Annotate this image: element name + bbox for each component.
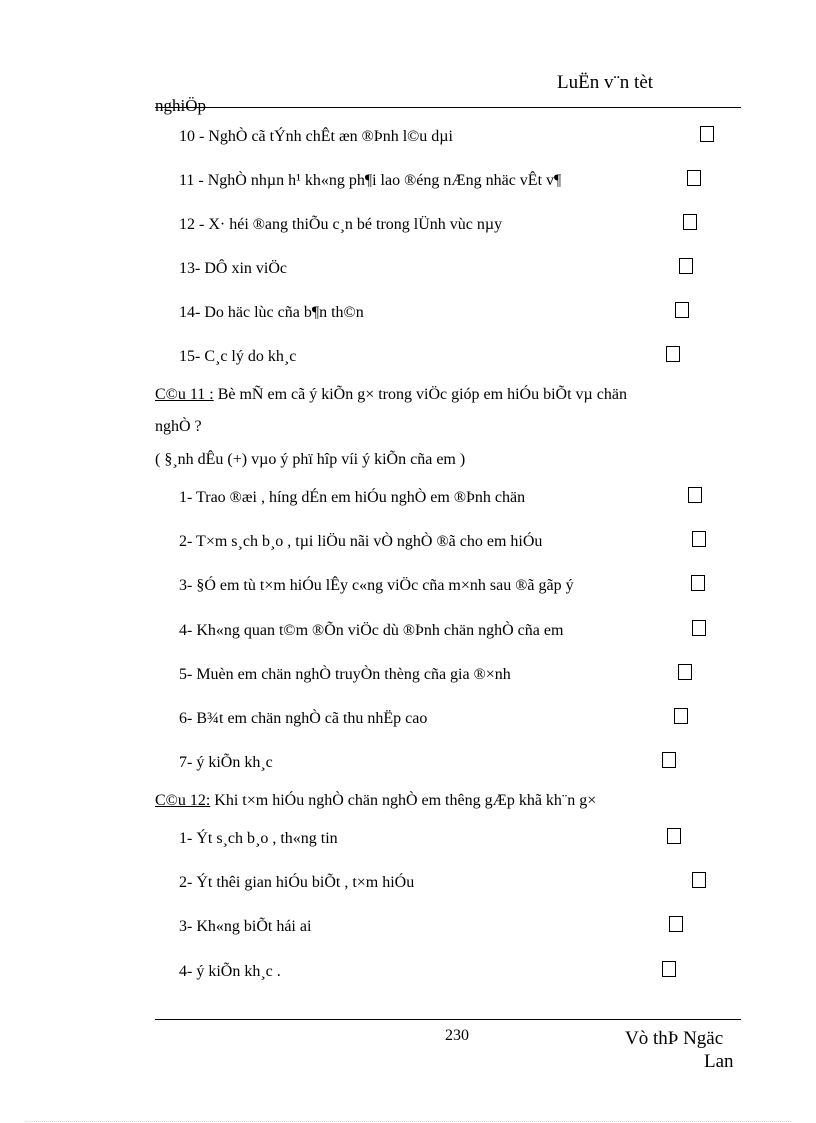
checkbox[interactable] <box>667 828 681 844</box>
question-label: C©u 12: <box>155 792 211 809</box>
list-item: 14- Do häc lùc cña b¶n th©n <box>179 304 364 321</box>
checkbox[interactable] <box>687 170 701 186</box>
list-item: 5- Muèn em chän nghÒ truyÒn thèng cña gia ®×nh <box>179 666 511 683</box>
checkbox[interactable] <box>669 916 683 932</box>
question-12 <box>155 792 596 810</box>
checkbox[interactable] <box>662 961 676 977</box>
running-header-continuation: nghiÖp <box>155 96 206 115</box>
footer-rule <box>155 1019 741 1020</box>
checkbox[interactable] <box>688 487 702 503</box>
running-header-title: LuËn v¨n tèt <box>557 72 654 93</box>
checkbox[interactable] <box>692 620 706 636</box>
checkbox[interactable] <box>666 346 680 362</box>
list-item: 2- T×m s¸ch b¸o , tµi liÖu nãi vÒ nghÒ ®ã cho em hiÓu <box>179 533 543 550</box>
question-text: Bè mÑ em cã ý kiÕn g× trong viÖc gióp em hiÓu biÕt vµ chän <box>213 386 627 403</box>
footer-author-line2: Lan <box>704 1051 734 1072</box>
checkbox[interactable] <box>679 258 693 274</box>
footer-author-line1: Vò thÞ Ngäc <box>625 1028 724 1049</box>
checkbox[interactable] <box>691 575 705 591</box>
checkbox[interactable] <box>675 302 689 318</box>
list-item: 3- §Ó em tù t×m hiÓu lÊy c«ng viÖc cña m×nh sau ®ã gãp ý <box>179 577 574 594</box>
list-item: 4- Kh«ng quan t©m ®Õn viÖc dù ®Þnh chän nghÒ cña em <box>179 622 564 639</box>
list-item: 1- Ýt s¸ch b¸o , th«ng tin <box>179 830 338 847</box>
checkbox[interactable] <box>678 664 692 680</box>
question-text: Khi t×m hiÓu nghÒ chän nghÒ em thêng gÆp khã kh¨n g× <box>210 792 597 809</box>
list-item: 12 - X· héi ®ang thiÕu c¸n bé trong lÜnh vùc nµy <box>179 216 503 233</box>
list-item: 1- Trao ®æi , híng dÉn em hiÓu nghÒ em ®Þnh chän <box>179 489 526 506</box>
checkbox[interactable] <box>662 752 676 768</box>
checkbox[interactable] <box>692 872 706 888</box>
question-label: C©u 11 : <box>155 386 214 403</box>
list-item: 2- Ýt thêi gian hiÓu biÕt , t×m hiÓu <box>179 874 415 891</box>
checkbox[interactable] <box>683 214 697 230</box>
list-item: 7- ý kiÕn kh¸c <box>179 754 273 771</box>
question-11 <box>155 386 627 404</box>
list-item: 15- C¸c lý do kh¸c <box>179 348 297 365</box>
list-item: 3- Kh«ng biÕt hái ai <box>179 918 312 935</box>
checkbox[interactable] <box>692 531 706 547</box>
page-number: 230 <box>445 1027 469 1044</box>
list-item: 13- DÔ xin viÖc <box>179 260 287 277</box>
page-edge-dotted-line <box>25 1121 791 1122</box>
list-item: 6- B¾t em chän nghÒ cã thu nhËp cao <box>179 710 428 727</box>
list-item: 4- ý kiÕn kh¸c . <box>179 963 281 980</box>
list-item: 10 - NghÒ cã tÝnh chÊt æn ®Þnh l©u dµi <box>179 128 453 145</box>
list-item: 11 - NghÒ nhµn h¹ kh«ng ph¶i lao ®éng nÆng nhäc vÊt v¶ <box>179 172 562 189</box>
question-11-continuation: nghÒ ? <box>155 418 202 435</box>
checkbox[interactable] <box>674 708 688 724</box>
checkbox[interactable] <box>700 126 714 142</box>
header-rule <box>155 107 741 108</box>
question-11-instruction: ( §¸nh dÊu (+) vµo ý phï hîp víi ý kiÕn cña em ) <box>155 451 466 468</box>
